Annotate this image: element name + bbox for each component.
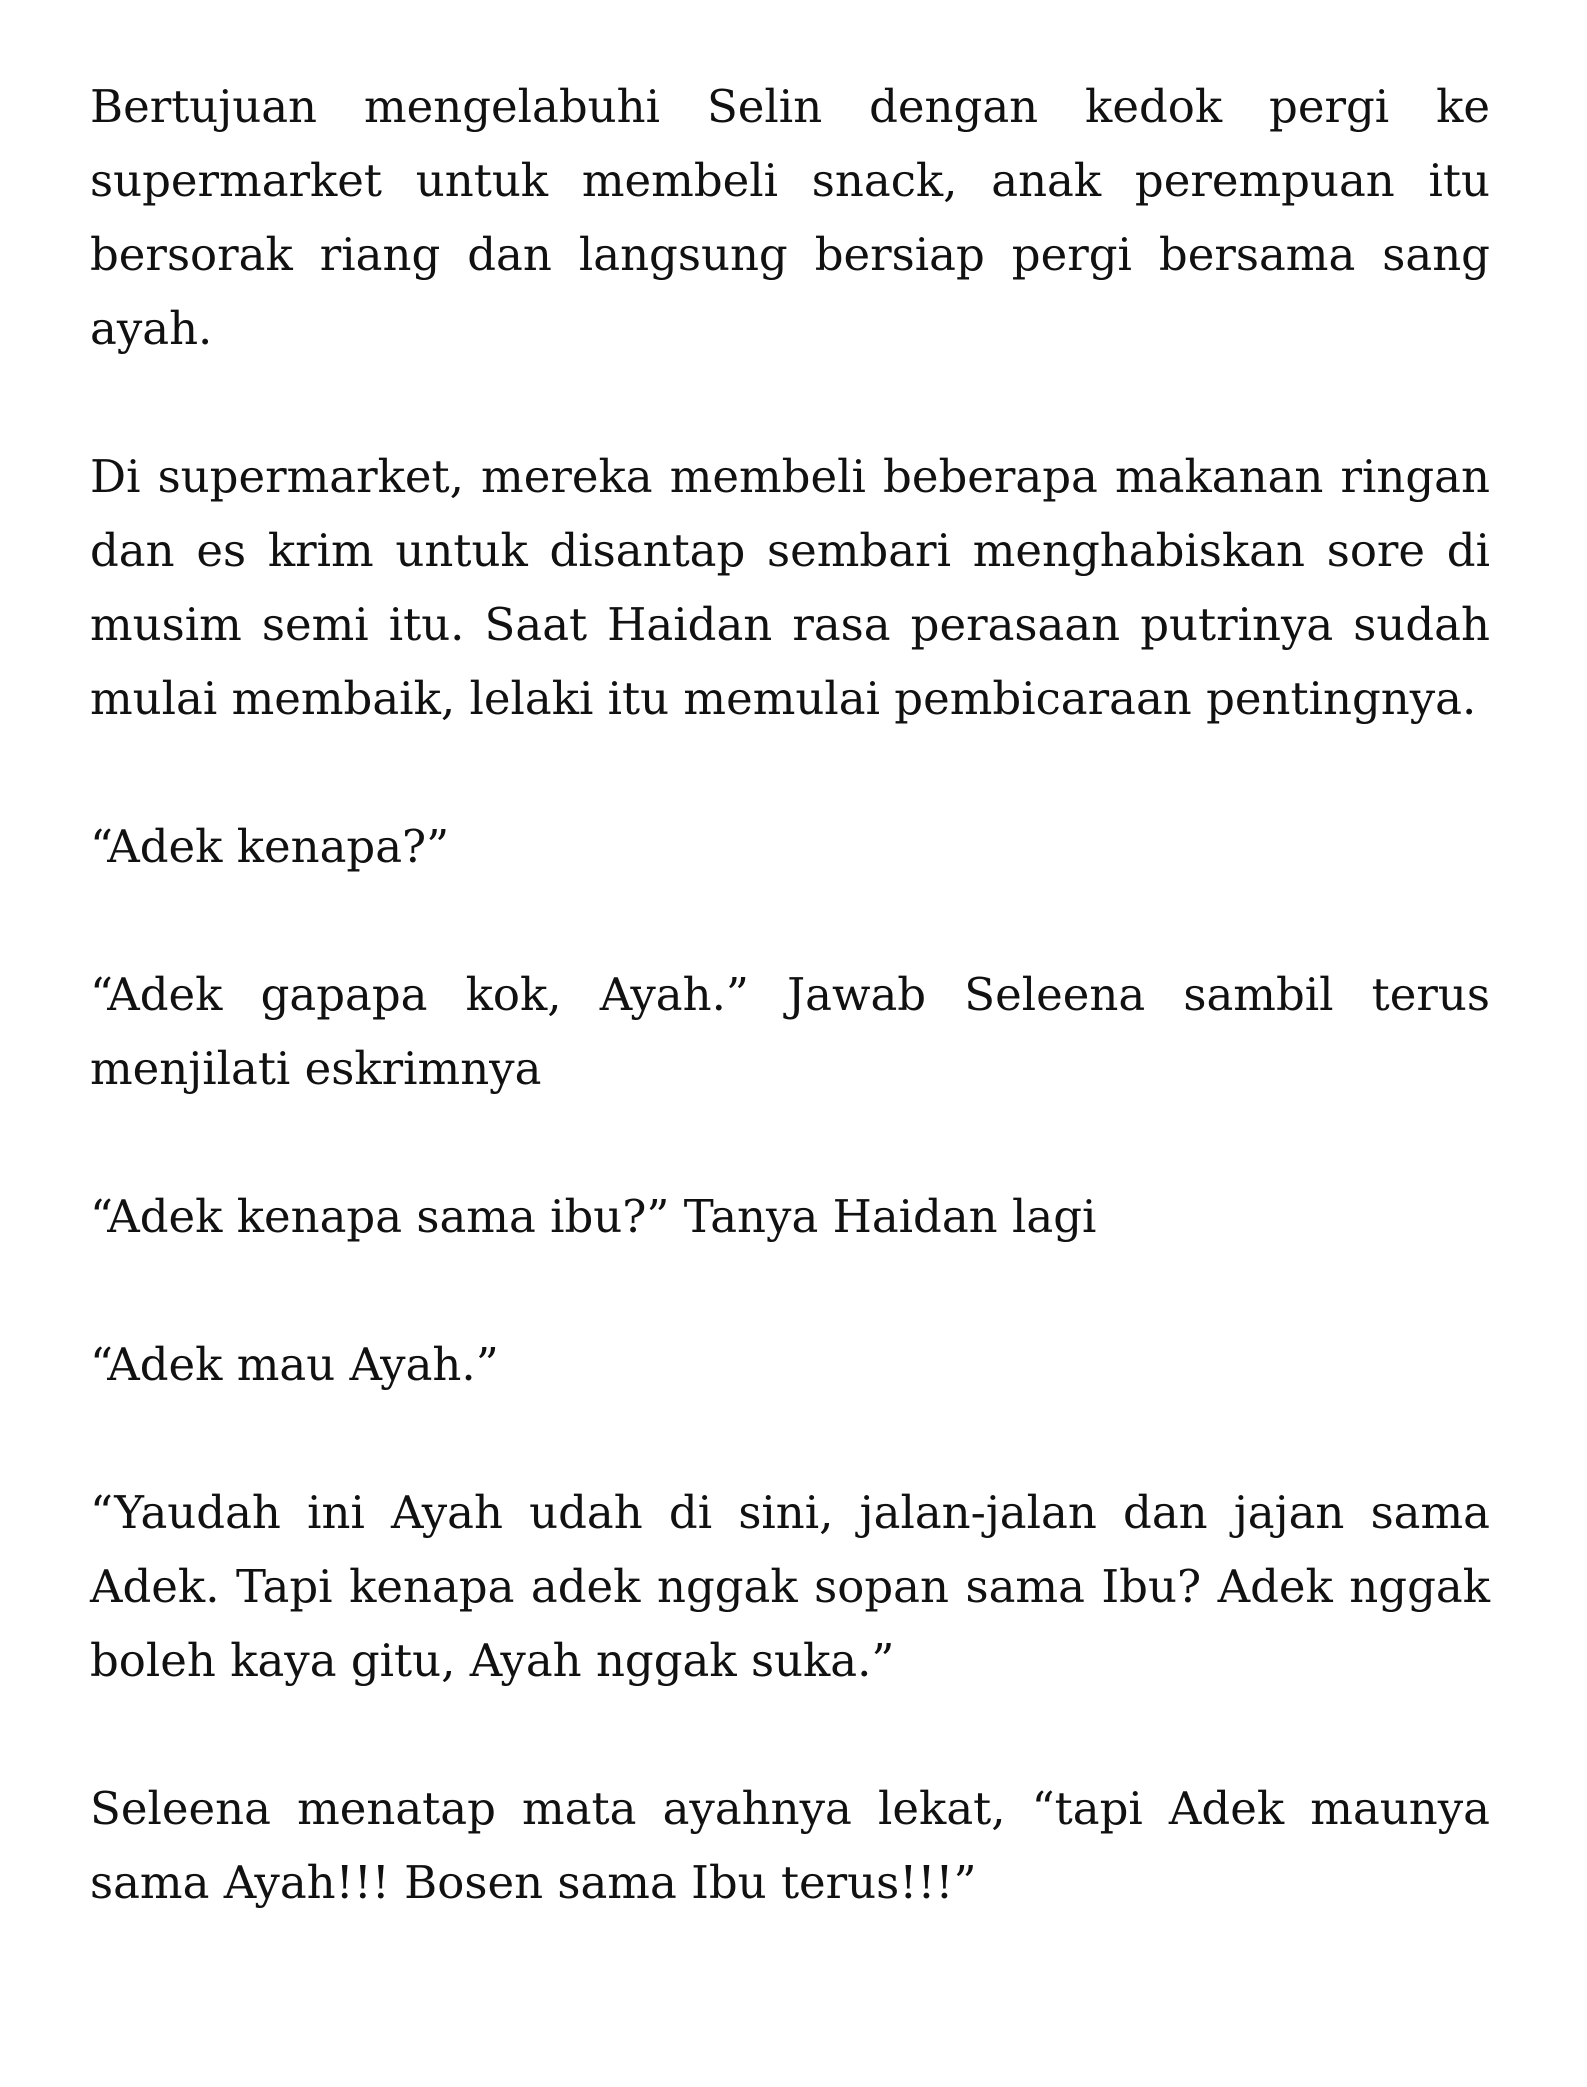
paragraph-8: Seleena menatap mata ayahnya lekat, “tapi Adek maunya sama Ayah!!! Bosen sama Ibu terus!!!” [90,1782,1490,1909]
document-page [90,70,1490,1920]
paragraph-7: “Yaudah ini Ayah udah di sini, jalan-jalan dan jajan sama Adek. Tapi kenapa adek nggak sopan sama Ibu? Adek nggak boleh kaya gitu, Ayah nggak suka.” [90,1486,1490,1687]
paragraph-2: Di supermarket, mereka membeli beberapa makanan ringan dan es krim untuk disantap sembari menghabiskan sore di musim semi itu. Saat Haidan rasa perasaan putrinya sudah mulai membaik, lelaki itu memulai pembicaraan pentingnya. [90,450,1490,725]
paragraph-6: “Adek mau Ayah.” [90,1338,499,1391]
paragraph-1: Bertujuan mengelabuhi Selin dengan kedok pergi ke supermarket untuk membeli snack, anak perempuan itu bersorak riang dan langsung bersiap pergi bersama sang ayah. [90,80,1490,355]
paragraph-3: “Adek kenapa?” [90,820,450,873]
paragraph-5: “Adek kenapa sama ibu?” Tanya Haidan lagi [90,1190,1097,1243]
paragraph-4: “Adek gapapa kok, Ayah.” Jawab Seleena sambil terus menjilati eskrimnya [90,968,1490,1095]
